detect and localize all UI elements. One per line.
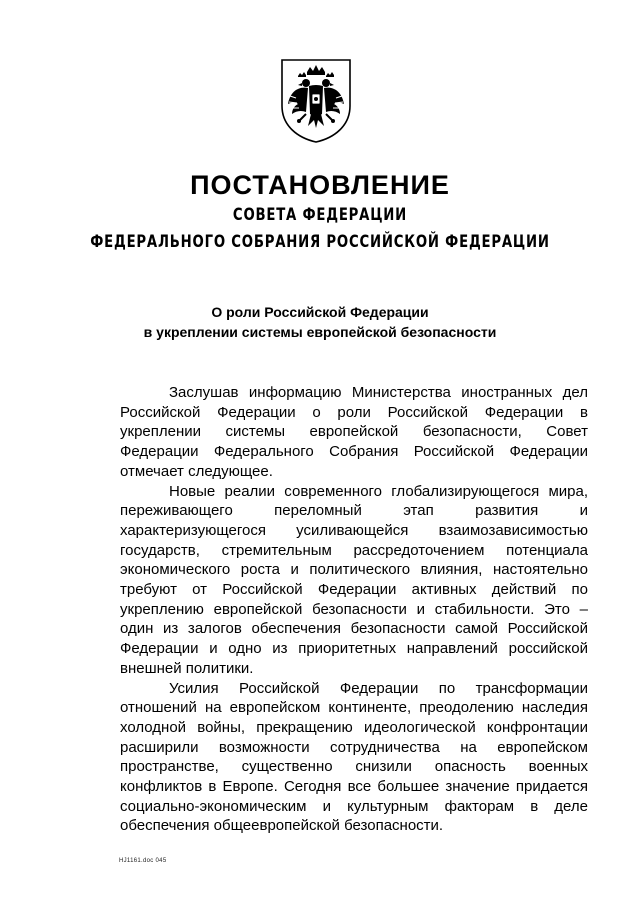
emblem bbox=[276, 56, 356, 144]
document-subject-line-1: О роли Российской Федерации bbox=[211, 304, 429, 320]
document-subject-line-2: в укреплении системы европейской безопасности bbox=[143, 324, 497, 340]
coat-of-arms-icon bbox=[276, 56, 356, 144]
issuer-line-2: ФЕДЕРАЛЬНОГО СОБРАНИЯ РОССИЙСКОЙ ФЕДЕРАЦИИ bbox=[90, 232, 550, 252]
issuer-line-1: СОВЕТА ФЕДЕРАЦИИ bbox=[232, 205, 408, 225]
body-paragraph: Новые реалии современного глобализирующегося мира, переживающего переломный этап развития и характеризующегося усиливающейся взаимозависимостью государств, стремительным рассредоточением потенциала экономического роста и политического влияния, настоятельно требуют от Российской Федерации активных действий по укреплению европейской безопасности и стабильности. Это – один из залогов обеспечения безопасности самой Российской Федерации и одно из приоритетных направлений российской внешней политики. bbox=[120, 482, 588, 677]
body-paragraph: Заслушав информацию Министерства иностранных дел Российской Федерации о роли Российской Федерации в укреплении системы европейской безопасности, Совет Федерации Федерального Собрания Российской Федерации отмечает следующее. bbox=[120, 384, 588, 480]
document-body bbox=[120, 383, 588, 836]
body-paragraph: Усилия Российской Федерации по трансформации отношений на европейском континенте, преодолению наследия холодной войны, прекращению идеологической конфронтации расширили возможности сотрудничества на европейском пространстве, существенно снизили опасность военных конфликтов в Европе. Сегодня все большее значение придается социально-экономическим и культурным факторам в деле обеспечения общеевропейской безопасности. bbox=[120, 679, 588, 835]
document-code: НJ1161.doc 045 bbox=[119, 858, 167, 864]
document-title: ПОСТАНОВЛЕНИЕ bbox=[190, 170, 450, 200]
